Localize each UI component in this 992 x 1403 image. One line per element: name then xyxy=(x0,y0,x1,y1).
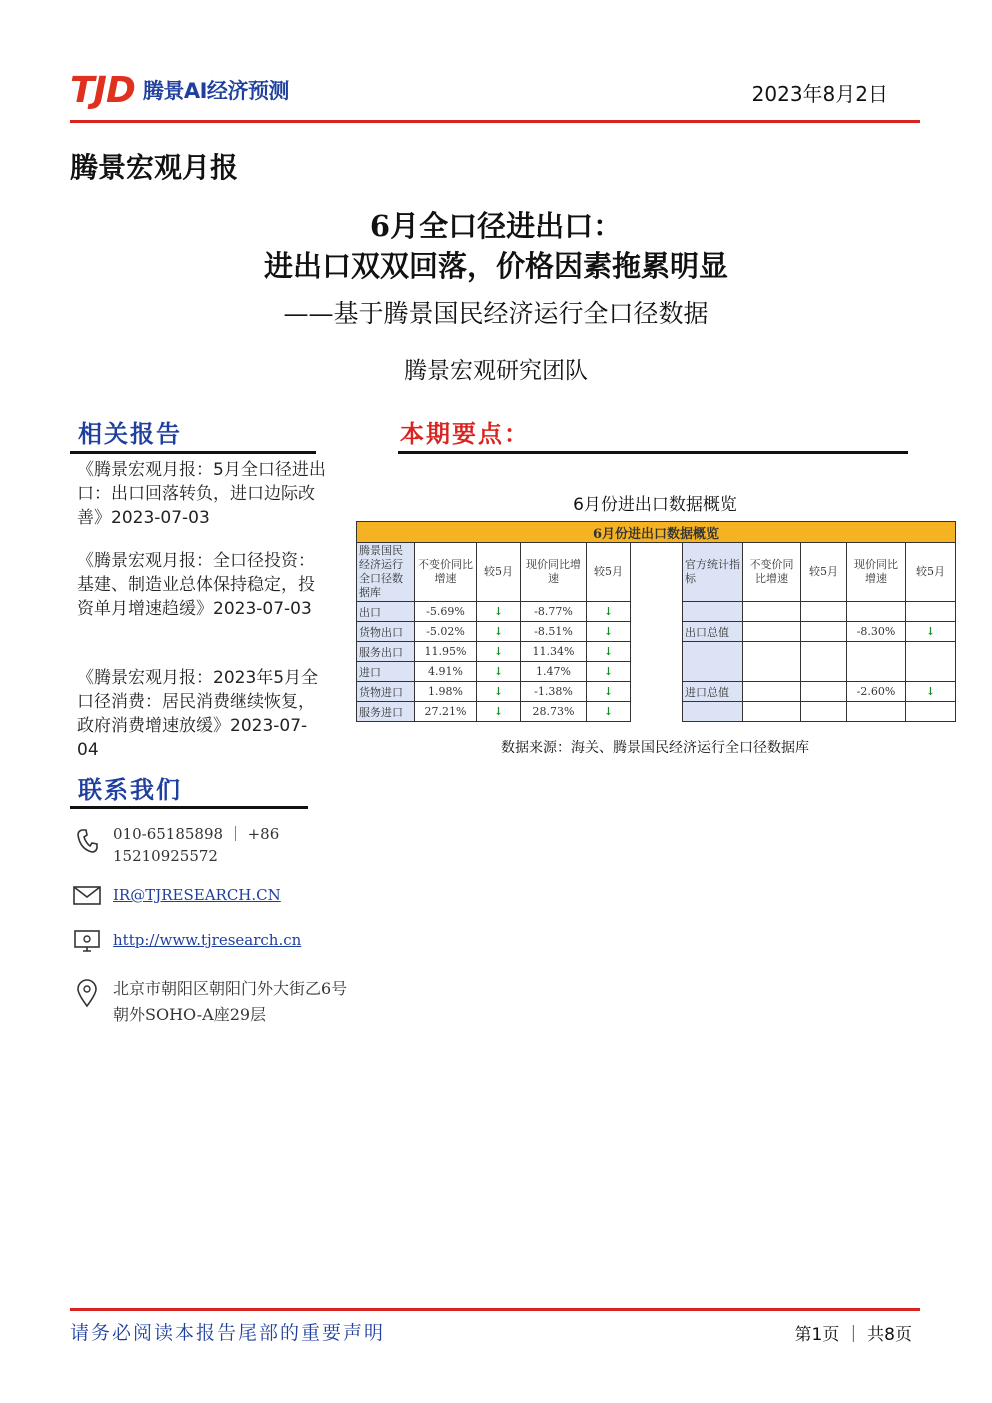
official-label: 进口总值 xyxy=(683,682,743,702)
logo-text: 腾景AI经济预测 xyxy=(142,79,289,103)
related-rule xyxy=(70,451,316,454)
real-growth: 1.98% xyxy=(415,682,477,702)
real-growth: -5.02% xyxy=(415,622,477,642)
location-pin-icon xyxy=(72,978,102,1008)
address: 北京市朝阳区朝阳门外大街乙6号朝外SOHO-A座29层 xyxy=(113,979,348,1024)
left-header-source: 腾景国民经济运行全口径数据库 xyxy=(357,543,415,602)
row-label: 货物进口 xyxy=(357,682,415,702)
left-header-change-1: 较5月 xyxy=(477,543,521,602)
down-arrow-icon: ↓ xyxy=(477,682,521,702)
row-label: 出口 xyxy=(357,602,415,622)
left-header-nominal: 现价同比增速 xyxy=(521,543,587,602)
down-arrow-icon: ↓ xyxy=(477,642,521,662)
down-arrow-icon: ↓ xyxy=(587,642,631,662)
contact-rule xyxy=(70,806,308,809)
nominal-growth: 11.34% xyxy=(521,642,587,662)
real-growth: 4.91% xyxy=(415,662,477,682)
down-arrow-icon: ↓ xyxy=(587,702,631,722)
row-label: 服务出口 xyxy=(357,642,415,662)
table-caption: 6月份进出口数据概览 xyxy=(573,495,737,515)
table-row xyxy=(357,702,956,722)
down-arrow-icon: ↓ xyxy=(477,702,521,722)
table-row xyxy=(357,602,956,622)
down-arrow-icon: ↓ xyxy=(587,682,631,702)
mail-icon xyxy=(72,880,102,910)
phone-icon xyxy=(72,826,102,856)
official-nominal-growth: -8.30% xyxy=(847,622,906,642)
real-growth: 27.21% xyxy=(415,702,477,722)
right-header-change-2: 较5月 xyxy=(906,543,956,602)
real-growth: -5.69% xyxy=(415,602,477,622)
report-title-line1: 6月全口径进出口： xyxy=(369,209,623,243)
table-title: 6月份进出口数据概览 xyxy=(357,522,956,543)
key-points-heading: 本期要点： xyxy=(400,419,530,448)
email-link[interactable]: IR@TJRESEARCH.CN xyxy=(113,886,281,904)
page-number: 第1页 ｜ 共8页 xyxy=(794,1325,912,1345)
down-arrow-icon: ↓ xyxy=(477,662,521,682)
table-row xyxy=(357,642,956,662)
disclaimer-notice: 请务必阅读本报告尾部的重要声明 xyxy=(70,1322,386,1344)
related-report-1[interactable]: 《腾景宏观月报：5月全口径进出口：出口回落转负，进口边际改善》2023-07-03 xyxy=(77,460,326,528)
phone-number: 010-65185898 ｜ +86 15210925572 xyxy=(113,825,280,865)
down-arrow-icon: ↓ xyxy=(477,602,521,622)
website-link[interactable]: http://www.tjresearch.cn xyxy=(113,931,302,949)
monitor-icon xyxy=(72,926,102,956)
down-arrow-icon: ↓ xyxy=(587,602,631,622)
related-reports-heading: 相关报告 xyxy=(78,419,182,448)
down-arrow-icon: ↓ xyxy=(587,622,631,642)
down-arrow-icon: ↓ xyxy=(906,622,956,642)
nominal-growth: -1.38% xyxy=(521,682,587,702)
contact-heading: 联系我们 xyxy=(78,775,182,804)
nominal-growth: 28.73% xyxy=(521,702,587,722)
left-header-real: 不变价同比增速 xyxy=(415,543,477,602)
related-report-3[interactable]: 《腾景宏观月报：2023年5月全口径消费：居民消费继续恢复，政府消费增速放缓》2023-07-04 xyxy=(77,668,319,760)
row-label: 服务进口 xyxy=(357,702,415,722)
right-header-source: 官方统计指标 xyxy=(683,543,743,602)
nominal-growth: -8.51% xyxy=(521,622,587,642)
row-label: 进口 xyxy=(357,662,415,682)
report-title-line2: 进出口双双回落，价格因素拖累明显 xyxy=(263,249,728,283)
footer-rule xyxy=(70,1308,920,1311)
related-report-2[interactable]: 《腾景宏观月报：全口径投资：基建、制造业总体保持稳定，投资单月增速趋缓》2023-07-03 xyxy=(77,551,315,619)
table-row xyxy=(357,622,956,642)
report-date: 2023年8月2日 xyxy=(751,82,888,106)
table-source: 数据来源：海关、腾景国民经济运行全口径数据库 xyxy=(501,740,809,756)
down-arrow-icon: ↓ xyxy=(477,622,521,642)
official-nominal-growth: -2.60% xyxy=(847,682,906,702)
left-header-change-2: 较5月 xyxy=(587,543,631,602)
real-growth: 11.95% xyxy=(415,642,477,662)
key-points-rule xyxy=(398,451,908,454)
nominal-growth: 1.47% xyxy=(521,662,587,682)
nominal-growth: -8.77% xyxy=(521,602,587,622)
logo-mark: TJD xyxy=(70,69,135,111)
trade-overview-table xyxy=(356,521,956,722)
down-arrow-icon: ↓ xyxy=(906,682,956,702)
report-subtitle: ——基于腾景国民经济运行全口径数据 xyxy=(283,299,709,328)
right-header-nominal: 现价同比增速 xyxy=(847,543,906,602)
right-header-change-1: 较5月 xyxy=(801,543,847,602)
down-arrow-icon: ↓ xyxy=(587,662,631,682)
author-team: 腾景宏观研究团队 xyxy=(404,358,588,384)
right-header-real: 不变价同比增速 xyxy=(743,543,801,602)
series-title: 腾景宏观月报 xyxy=(70,151,239,184)
logo xyxy=(70,70,289,110)
row-label: 货物出口 xyxy=(357,622,415,642)
table-row xyxy=(357,682,956,702)
official-label: 出口总值 xyxy=(683,622,743,642)
header-rule xyxy=(70,120,920,123)
